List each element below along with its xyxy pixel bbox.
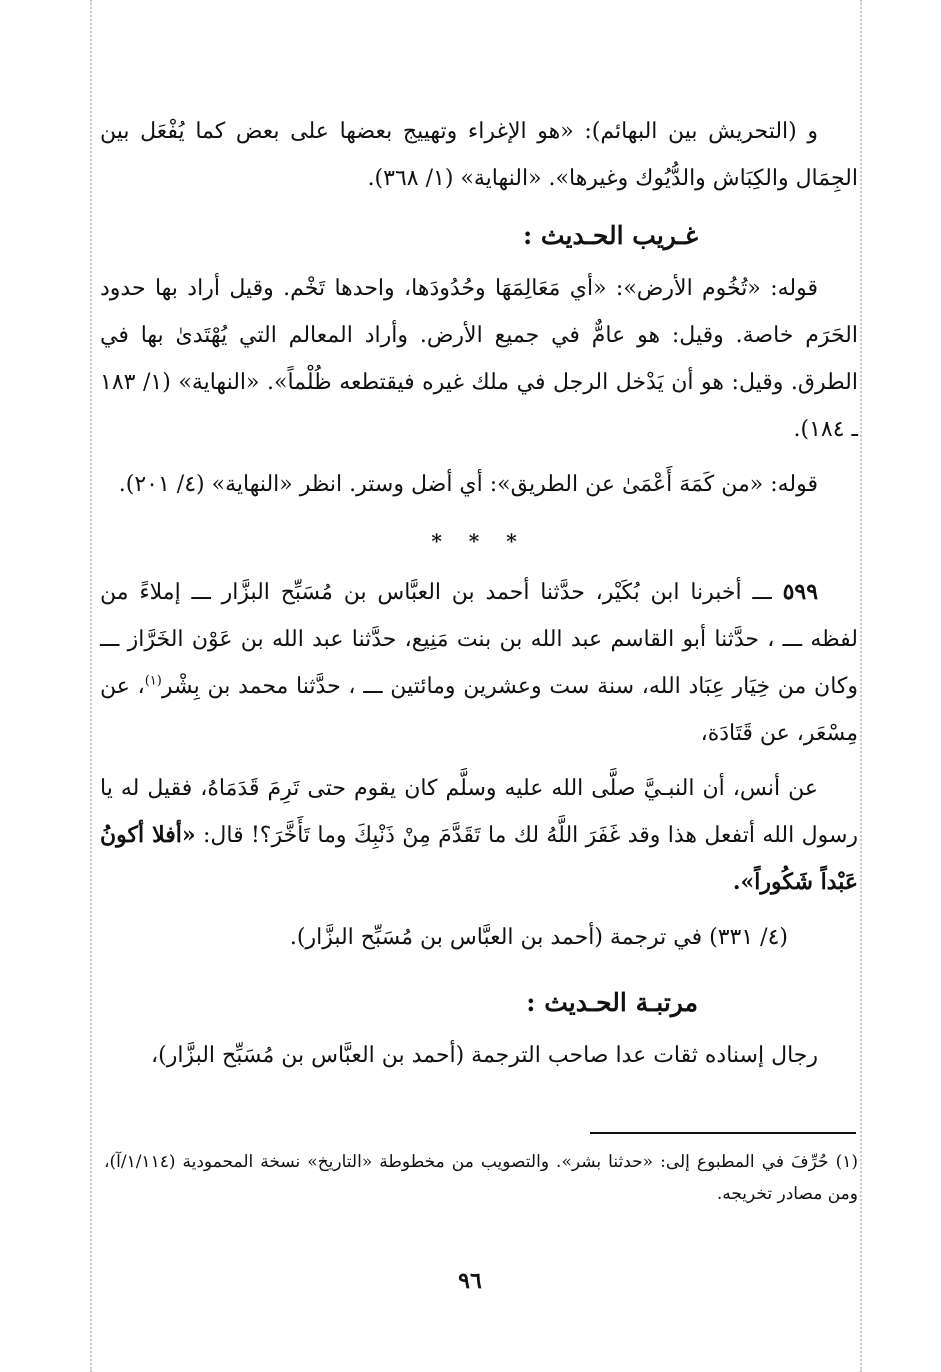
footnote: (١) حُرِّفَ في المطبوع إلى: «حدثنا بشر». والتصويب من مخطوطة «التاريخ» نسخة المحمودية (١/١١٤/آ)، ومن مصادر تخريجه. bbox=[104, 1152, 858, 1204]
margin-dotted-line bbox=[860, 0, 862, 1372]
prophet-saying: «أفلا أكونُ عَبْداً شَكُوراً». bbox=[100, 822, 858, 895]
page-number: ٩٦ bbox=[458, 1268, 482, 1294]
paragraph-kamah: قوله: «من كَمَهَ أَعْمَىٰ عن الطريق»: أي أضل وستر. انظر «النهاية» (٤/ ٢٠١). bbox=[118, 472, 818, 497]
hadith-number: ٥٩٩ bbox=[782, 579, 819, 605]
tarjama-reference: (٤/ ٣٣١) في ترجمة (أحمد بن العبَّاس بن مُسَبِّح البزَّار). bbox=[289, 925, 788, 950]
heading-rutbat-al-hadith: مرتبـة الحـديث : bbox=[526, 988, 698, 1017]
isnad-text-end: ، عن مِسْعَر، عن قَتَادَة، bbox=[100, 674, 858, 746]
hadith-isnad bbox=[100, 569, 858, 757]
margin-dotted-line bbox=[90, 0, 92, 1372]
page-body bbox=[100, 108, 858, 1079]
hadith-matn bbox=[100, 765, 858, 906]
isnad-text: ـــ أخبرنا ابن بُكَيْر، حدَّثنا أحمد بن العبَّاس بن مُسَبِّح البزَّار ـــ إملاءً من لفظه ـــ ، حدَّثنا أبو القاسم عبد الله بن بنت مَنِيع، حدَّثنا عبد الله بن عَوْن الخَرَّاز ـــ وكان من خِيَار عِبَاد الله، سنة ست وعشرين ومائتين ـــ ، حدَّثنا محمد بن بِشْر bbox=[100, 580, 859, 699]
section-separator: * * * bbox=[431, 529, 527, 553]
matn-text: عن أنس، أن النبـيَّ صلَّى الله عليه وسلَّم كان يقوم حتى تَرِمَ قَدَمَاهُ، فقيل له يا رسول الله أتفعل هذا وقد غَفَرَ اللَّهُ لك ما تَقَدَّمَ مِنْ ذَنْبِكَ وما تَأَخَّرَ؟! قال: bbox=[100, 776, 859, 848]
paragraph-tukhum: قوله: «تُخُوم الأرض»: «أي مَعَالِمَهَا وحُدُودَها، واحدها تَخْم. وقيل أراد بها حدود الحَرَم خاصة. وقيل: هو عامٌّ في جميع الأرض. وأراد المعالم التي يُهْتَدىٰ بها في الطرق. وقيل: هو أن يَدْخل الرجل في ملك غيره فيقتطعه ظُلْماً». «النهاية» (١/ ١٨٣ ـ ١٨٤). bbox=[100, 276, 858, 442]
footnote-separator bbox=[590, 1132, 856, 1134]
paragraph-taharish: و (التحريش بين البهائم): «هو الإغراء وتهييج بعضها على بعض كما يُفْعَل بين الجِمَال والكِبَاش والدُّيُوك وغيرها». «النهاية» (١/ ٣٦٨). bbox=[100, 119, 858, 191]
footnote-reference: (١) bbox=[144, 673, 162, 689]
heading-gharib-al-hadith: غـريب الحـديث : bbox=[523, 221, 698, 250]
paragraph-rijal: رجال إسناده ثقات عدا صاحب الترجمة (أحمد بن العبَّاس بن مُسَبِّح البزَّار)، bbox=[151, 1043, 818, 1068]
